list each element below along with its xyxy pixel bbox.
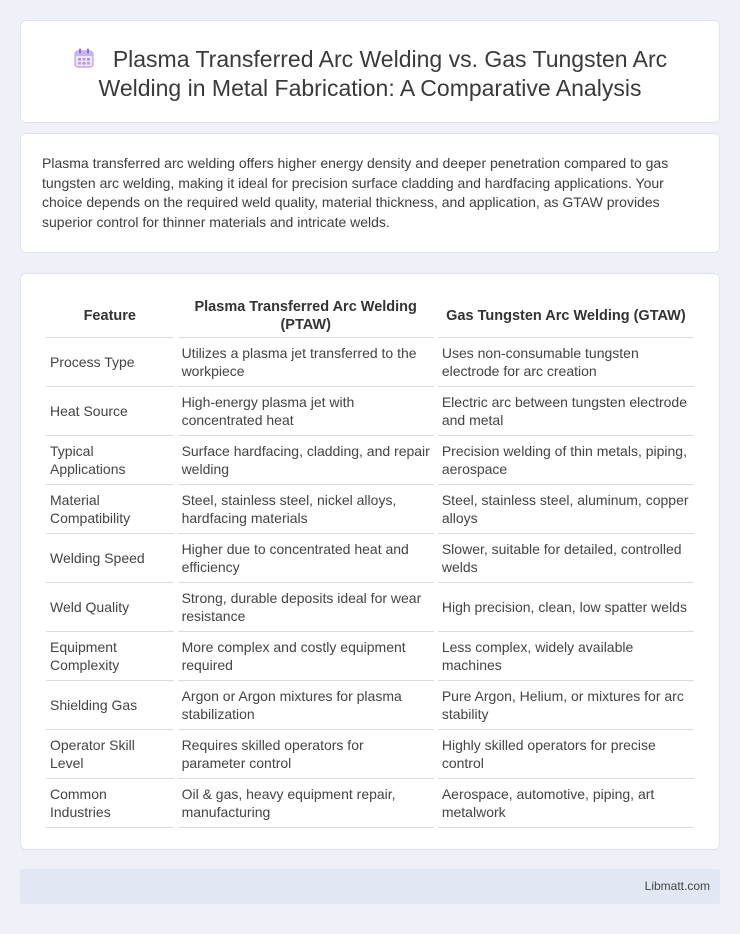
gtaw-cell: Slower, suitable for detailed, controlled welds — [438, 534, 694, 583]
gtaw-cell: High precision, clean, low spatter welds — [438, 583, 694, 632]
feature-cell: Operator Skill Level — [46, 730, 174, 779]
header-feature: Feature — [46, 294, 174, 338]
gtaw-cell: Aerospace, automotive, piping, art metalwork — [438, 779, 694, 828]
calendar-icon — [73, 47, 95, 69]
ptaw-cell: Oil & gas, heavy equipment repair, manufacturing — [178, 779, 434, 828]
table-row — [46, 436, 694, 485]
footer-brand-link[interactable]: Libmatt.com — [644, 879, 710, 893]
ptaw-cell: More complex and costly equipment required — [178, 632, 434, 681]
ptaw-cell: High-energy plasma jet with concentrated heat — [178, 387, 434, 436]
table-row — [46, 338, 694, 387]
ptaw-cell: Higher due to concentrated heat and efficiency — [178, 534, 434, 583]
table-row — [46, 485, 694, 534]
feature-cell: Shielding Gas — [46, 681, 174, 730]
gtaw-cell: Highly skilled operators for precise control — [438, 730, 694, 779]
gtaw-cell: Electric arc between tungsten electrode and metal — [438, 387, 694, 436]
intro-paragraph: Plasma transferred arc welding offers higher energy density and deeper penetration compared to gas tungsten arc welding, making it ideal for precision surface cladding and hardfacing applications. Your choice depends on the required weld quality, material thickness, and application, as GTAW provides superior control for thinner materials and intricate welds. — [42, 155, 669, 230]
gtaw-cell: Uses non-consumable tungsten electrode for arc creation — [438, 338, 694, 387]
table-row — [46, 632, 694, 681]
ptaw-cell: Surface hardfacing, cladding, and repair welding — [178, 436, 434, 485]
ptaw-cell: Utilizes a plasma jet transferred to the workpiece — [178, 338, 434, 387]
gtaw-cell: Steel, stainless steel, aluminum, copper alloys — [438, 485, 694, 534]
header-gtaw: Gas Tungsten Arc Welding (GTAW) — [438, 294, 694, 338]
table-row — [46, 534, 694, 583]
feature-cell: Weld Quality — [46, 583, 174, 632]
comparison-card — [20, 273, 720, 850]
ptaw-cell: Strong, durable deposits ideal for wear resistance — [178, 583, 434, 632]
feature-cell: Equipment Complexity — [46, 632, 174, 681]
feature-cell: Material Compatibility — [46, 485, 174, 534]
page-title — [51, 45, 689, 103]
table-row — [46, 779, 694, 828]
comparison-table — [42, 294, 698, 828]
table-row — [46, 387, 694, 436]
gtaw-cell: Precision welding of thin metals, piping, aerospace — [438, 436, 694, 485]
feature-cell: Process Type — [46, 338, 174, 387]
ptaw-cell: Steel, stainless steel, nickel alloys, hardfacing materials — [178, 485, 434, 534]
intro-card — [20, 133, 720, 253]
table-row — [46, 583, 694, 632]
page-title-text: Plasma Transferred Arc Welding vs. Gas Tungsten Arc Welding in Metal Fabrication: A Comparative Analysis — [98, 46, 668, 101]
ptaw-cell: Argon or Argon mixtures for plasma stabilization — [178, 681, 434, 730]
table-row — [46, 681, 694, 730]
feature-cell: Common Industries — [46, 779, 174, 828]
table-header-row — [46, 294, 694, 338]
gtaw-cell: Pure Argon, Helium, or mixtures for arc stability — [438, 681, 694, 730]
feature-cell: Welding Speed — [46, 534, 174, 583]
header-ptaw: Plasma Transferred Arc Welding (PTAW) — [178, 294, 434, 338]
footer — [20, 869, 720, 904]
gtaw-cell: Less complex, widely available machines — [438, 632, 694, 681]
ptaw-cell: Requires skilled operators for parameter control — [178, 730, 434, 779]
feature-cell: Typical Applications — [46, 436, 174, 485]
feature-cell: Heat Source — [46, 387, 174, 436]
title-card — [20, 20, 720, 123]
table-row — [46, 730, 694, 779]
